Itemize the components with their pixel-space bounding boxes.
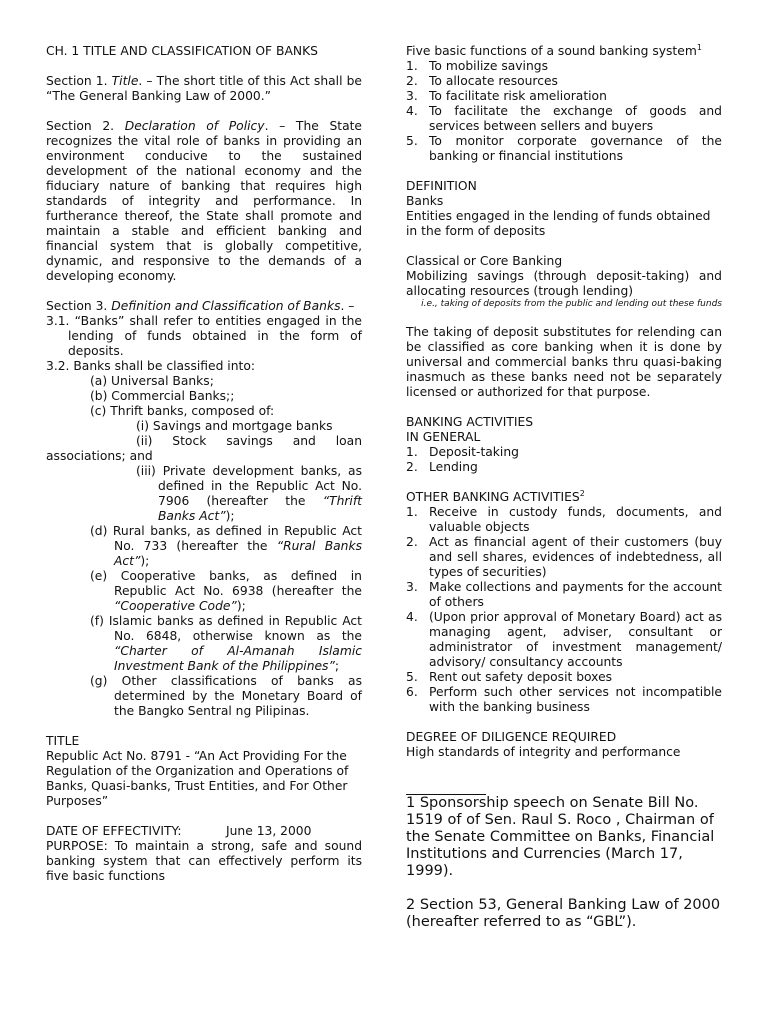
purpose: PURPOSE: To maintain a strong, safe and sound banking system that can effectively perform its five basic functions (46, 839, 362, 883)
list-item: 4. (Upon prior approval of Monetary Board) act as managing agent, adviser, consultant or administrator of investment management/ advisory/ consultancy accounts (406, 610, 722, 669)
title-label: TITLE (46, 734, 80, 748)
list-item: 3. Make collections and payments for the account of others (406, 580, 722, 609)
list-item: 4. To facilitate the exchange of goods and services between sellers and buyers (406, 104, 722, 133)
footnote-2: 2 Section 53, General Banking Law of 2000 (hereafter referred to as “GBL”). (406, 897, 721, 930)
thrift-iii: (iii) Private development banks, as defined in the Republic Act No. 7906 (hereafter the “Thrift Banks Act”); (136, 464, 362, 523)
list-item: 2. Lending (406, 460, 478, 474)
thrift-ii: (ii) Stock savings and loan (136, 434, 362, 448)
thrift-ii-cont: associations; and (46, 449, 153, 463)
classical-label: Classical or Core Banking (406, 254, 563, 268)
general-activities-list (406, 445, 722, 475)
list-item: 3. To facilitate risk amelioration (406, 89, 607, 103)
class-a: (a) Universal Banks; (90, 374, 214, 388)
class-g: (g) Other classifications of banks as determined by the Monetary Board of the Bangko Sentral ng Pilipinas. (90, 674, 362, 718)
classical-note: i.e., taking of deposits from the public and lending out these funds (421, 299, 722, 309)
list-item: 1. To mobilize savings (406, 59, 548, 73)
list-item: 6. Perform such other services not incompatible with the banking business (406, 685, 722, 714)
list-item: 5. To monitor corporate governance of the banking or financial institutions (406, 134, 722, 163)
diligence-label: DEGREE OF DILIGENCE REQUIRED (406, 730, 617, 744)
class-b: (b) Commercial Banks;; (90, 389, 235, 403)
list-item: 2. Act as financial agent of their customers (buy and sell shares, evidences of indebtedness, all types of securities) (406, 535, 722, 579)
functions-heading: Five basic functions of a sound banking system$^1$ (406, 42, 702, 58)
date-of-effectivity: DATE OF EFFECTIVITY: June 13, 2000 (46, 824, 312, 838)
banks-label: Banks (406, 194, 444, 208)
classical-definition: Mobilizing savings (through deposit-taking) and allocating resources (trough lending) (406, 269, 722, 298)
list-item: 2. To allocate resources (406, 74, 558, 88)
class-d: (d) Rural banks, as defined in Republic Act No. 733 (hereafter the “Rural Banks Act”); (90, 524, 362, 568)
class-c: (c) Thrift banks, composed of: (90, 404, 275, 418)
section-3-1: 3.1. “Banks” shall refer to entities engaged in the lending of funds obtained in the form of deposits. (46, 314, 362, 358)
list-item: 5. Rent out safety deposit boxes (406, 670, 613, 684)
deposit-substitutes: The taking of deposit substitutes for relending can be classified as core banking when it is done by universal and commercial banks thru quasi-baking inasmuch as these banks need not be separately licensed or authorized for that purpose. (406, 325, 722, 399)
functions-list (406, 59, 722, 164)
diligence-text: High standards of integrity and performance (406, 745, 681, 759)
in-general-label: IN GENERAL (406, 430, 481, 444)
section-3: Section 3. Definition and Classification of Banks. – (46, 299, 355, 313)
class-e: (e) Cooperative banks, as defined in Republic Act No. 6938 (hereafter the “Cooperative Code”); (90, 569, 362, 613)
banks-definition: Entities engaged in the lending of funds obtained in the form of deposits (406, 209, 711, 238)
section-3-2: 3.2. Banks shall be classified into: (46, 359, 255, 373)
list-item: 1. Receive in custody funds, documents, and valuable objects (406, 505, 722, 534)
activities-label: BANKING ACTIVITIES (406, 415, 534, 429)
chapter-heading: CH. 1 TITLE AND CLASSIFICATION OF BANKS (46, 44, 318, 58)
section-2: Section 2. Declaration of Policy. – The State recognizes the vital role of banks in providing an environment conducive to the sustained development of the national economy and the fiduciary nature of banking that requires high standards of integrity and performance. In furtherance thereof, the State shall promote and maintain a stable and efficient banking and financial system that is globally competitive, dynamic, and responsive to the demands of a developing economy. (46, 119, 362, 283)
list-item: 1. Deposit-taking (406, 445, 519, 459)
right-column (406, 44, 722, 931)
other-activities-list (406, 505, 722, 715)
other-activities-label: OTHER BANKING ACTIVITIES$^2$ (406, 488, 585, 504)
definition-label: DEFINITION (406, 179, 477, 193)
footnote-1: 1 Sponsorship speech on Senate Bill No. 1519 of of Sen. Raul S. Roco , Chairman of the Senate Committee on Banks, Financial Institutions and Currencies (March 17, 1999). (406, 795, 715, 879)
class-f: (f) Islamic banks as defined in Republic Act No. 6848, otherwise known as the “Charter of Al-Amanah Islamic Investment Bank of the Philippines”; (90, 614, 362, 673)
title-text: Republic Act No. 8791 - “An Act Providing For the Regulation of the Organization and Operations of Banks, Quasi-banks, Trust Entities, and For Other Purposes” (46, 749, 349, 808)
thrift-i: (i) Savings and mortgage banks (136, 419, 333, 433)
left-column (46, 44, 362, 884)
section-1: Section 1. Title. – The short title of this Act shall be “The General Banking Law of 2000.” (46, 74, 362, 103)
